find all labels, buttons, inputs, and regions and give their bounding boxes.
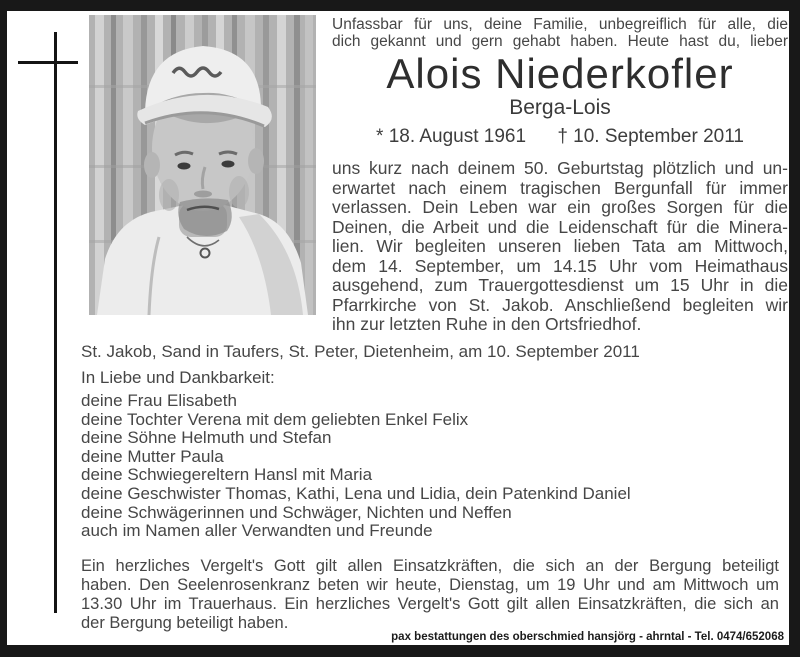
intro-line: dich gekannt und gern gehabt haben. Heute hast du, lieber xyxy=(332,33,788,50)
mourner-line: deine Frau Elisabeth xyxy=(81,391,237,410)
body-line: Deinen, die Arbeit und die Leidenschaft für die Minera- xyxy=(332,216,788,237)
mourner-line: deine Schwägerinnen und Schwäger, Nichten und Neffen xyxy=(81,502,512,522)
deceased-name: Alois Niederkofler xyxy=(386,50,734,97)
announcement-text xyxy=(332,159,788,335)
mourner-line: auch im Namen aller Verwandten und Freunde xyxy=(81,521,433,541)
place-date-line: St. Jakob, Sand in Taufers, St. Peter, Dietenheim, am 10. September 2011 xyxy=(81,342,640,361)
mourner-line: deine Mutter Paula xyxy=(81,446,224,466)
mourner-line: deine Söhne Helmuth und Stefan xyxy=(81,428,332,448)
mourners-list xyxy=(81,392,631,541)
mourner-line: deine Schwiegereltern Hansl mit Maria xyxy=(81,465,373,485)
birth-date: * 18. August 1961 xyxy=(376,126,527,147)
life-dates xyxy=(332,126,788,148)
body-line: ihn zur letzten Ruhe in den Ortsfriedhof. xyxy=(332,314,642,334)
announcement-column xyxy=(332,16,788,335)
portrait-photo xyxy=(89,15,316,315)
body-line: verlassen. Dein Leben war ein großes Sorgen für die xyxy=(332,197,788,217)
closing-line: der Bergung beteiligt haben. xyxy=(81,614,289,632)
closing-line: haben. Den Seelenrosenkranz beten wir heute, Dienstag, um 19 Uhr und am Mittwoch um xyxy=(81,576,779,594)
intro-line: Unfassbar für uns, deine Familie, unbegreiflich für alle, die xyxy=(332,16,788,33)
closing-line: 13.30 Uhr im Trauerhaus. Ein herzliches Vergelt's Gott gilt allen Einsatzkräften, die sich an xyxy=(81,595,779,613)
deceased-nickname: Berga-Lois xyxy=(509,96,611,119)
mourner-line: deine Tochter Verena mit dem geliebten Enkel Felix xyxy=(81,409,469,429)
body-line: dem 14. September, um 14.15 Uhr vom Heimathaus xyxy=(332,255,788,276)
body-line: Pfarrkirche von St. Jakob. Anschließend begleiten wir xyxy=(332,294,788,315)
closing-text xyxy=(81,557,779,633)
funeral-home-footer: pax bestattungen des oberschmied hansjörg - ahrntal - Tel. 0474/652068 xyxy=(391,631,784,643)
intro-text xyxy=(332,16,788,50)
mourner-line: deine Geschwister Thomas, Kathi, Lena und Lidia, dein Patenkind Daniel xyxy=(81,483,631,503)
body-line: lien. Wir begleiten unseren lieben Tata am Mittwoch, xyxy=(332,236,788,256)
closing-line: Ein herzliches Vergelt's Gott gilt allen Einsatzkräften, die sich an der Bergung beteiligt xyxy=(81,557,779,575)
body-line: ausgehend, zum Trauergottesdienst um 15 Uhr in die xyxy=(332,275,788,295)
body-line: uns kurz nach deinem 50. Geburtstag plötzlich und un- xyxy=(332,158,788,178)
body-line: erwartet nach einem tragischen Bergunfall für immer xyxy=(332,177,788,198)
cross-horizontal-bar xyxy=(18,61,78,64)
cross-vertical-bar xyxy=(54,32,57,613)
gratitude-heading: In Liebe und Dankbarkeit: xyxy=(81,368,275,387)
obituary-page xyxy=(7,11,789,645)
death-date: † 10. September 2011 xyxy=(557,126,744,147)
